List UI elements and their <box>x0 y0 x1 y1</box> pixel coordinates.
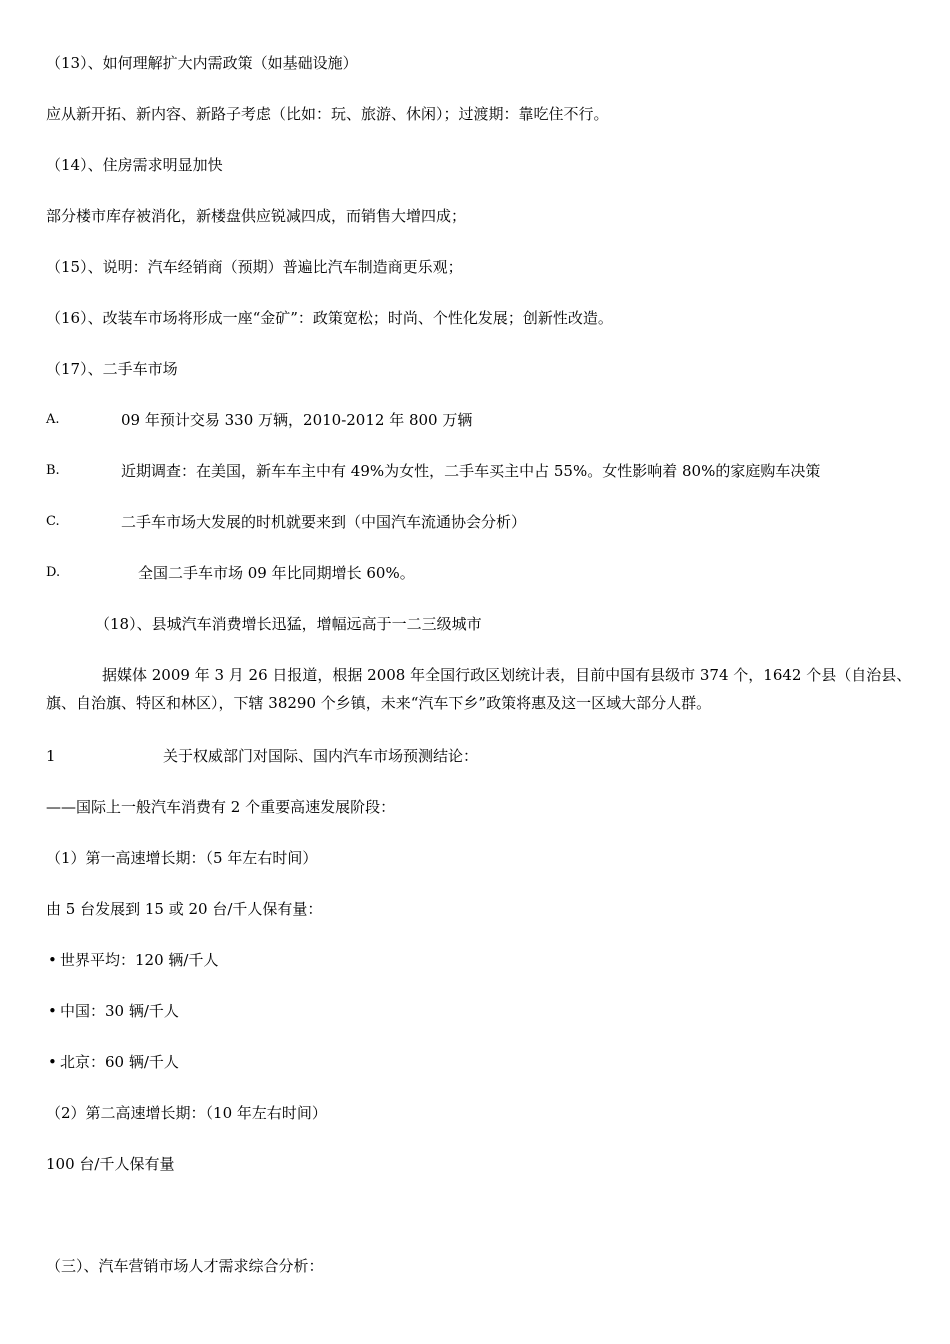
item-14-heading: （14）、住房需求明显加快 <box>46 156 223 174</box>
bullet-marker: • <box>48 1002 57 1020</box>
bullet-text: 中国：30 辆/千人 <box>60 1002 179 1020</box>
bullet-text: 北京：60 辆/千人 <box>60 1053 179 1071</box>
item-13-body: 应从新开拓、新内容、新路子考虑（比如：玩、旅游、休闲）；过渡期：靠吃住不行。 <box>46 105 609 123</box>
list-item-text: 09 年预计交易 330 万辆，2010-2012 年 800 万辆 <box>121 411 473 429</box>
item-14-body: 部分楼市库存被消化，新楼盘供应锐减四成，而销售大增四成； <box>46 207 467 225</box>
section-number: 1 <box>46 747 56 765</box>
list-marker: D. <box>46 565 61 580</box>
item-15: （15）、说明：汽车经销商（预期）普遍比汽车制造商更乐观； <box>46 258 463 276</box>
section-title: 关于权威部门对国际、国内汽车市场预测结论： <box>163 747 479 765</box>
part-3-heading: （三）、汽车营销市场人才需求综合分析： <box>46 1257 324 1275</box>
list-marker: A. <box>46 412 60 427</box>
list-marker: B. <box>46 463 60 478</box>
stage-2-body: 100 台/千人保有量 <box>46 1155 175 1173</box>
item-17-heading: （17）、二手车市场 <box>46 360 178 378</box>
stage-1-heading: （1）第一高速增长期：（5 年左右时间） <box>46 849 318 867</box>
item-16: （16）、改装车市场将形成一座“金矿”：政策宽松；时尚、个性化发展；创新性改造。 <box>46 309 613 327</box>
list-item-text: 全国二手车市场 09 年比同期增长 60%。 <box>138 564 415 582</box>
stage-2-heading: （2）第二高速增长期：（10 年左右时间） <box>46 1104 327 1122</box>
list-item-text: 二手车市场大发展的时机就要来到（中国汽车流通协会分析） <box>121 513 527 531</box>
item-18-body: 据媒体 2009 年 3 月 26 日报道，根据 2008 年全国行政区划统计表，目前中国有县级市 374 个，1642 个县（自治县、旗、自治旗、特区和林区），下辖 38290 个乡镇，未来“汽车下乡”政策将惠及这一区域大部分人群。 <box>46 666 912 712</box>
bullet-marker: • <box>48 1053 57 1071</box>
item-18-heading: （18）、县城汽车消费增长迅猛，增幅远高于一二三级城市 <box>95 615 482 633</box>
item-13-heading: （13）、如何理解扩大内需政策（如基础设施） <box>46 54 358 72</box>
list-item-text: 近期调查：在美国，新车车主中有 49%为女性，二手车买主中占 55%。女性影响着 80%的家庭购车决策 <box>121 462 821 480</box>
list-marker: C. <box>46 514 60 529</box>
intl-intro: ——国际上一般汽车消费有 2 个重要高速发展阶段： <box>46 798 396 816</box>
bullet-text: 世界平均：120 辆/千人 <box>60 951 219 969</box>
bullet-marker: • <box>48 951 57 969</box>
stage-1-body: 由 5 台发展到 15 或 20 台/千人保有量： <box>46 900 323 918</box>
